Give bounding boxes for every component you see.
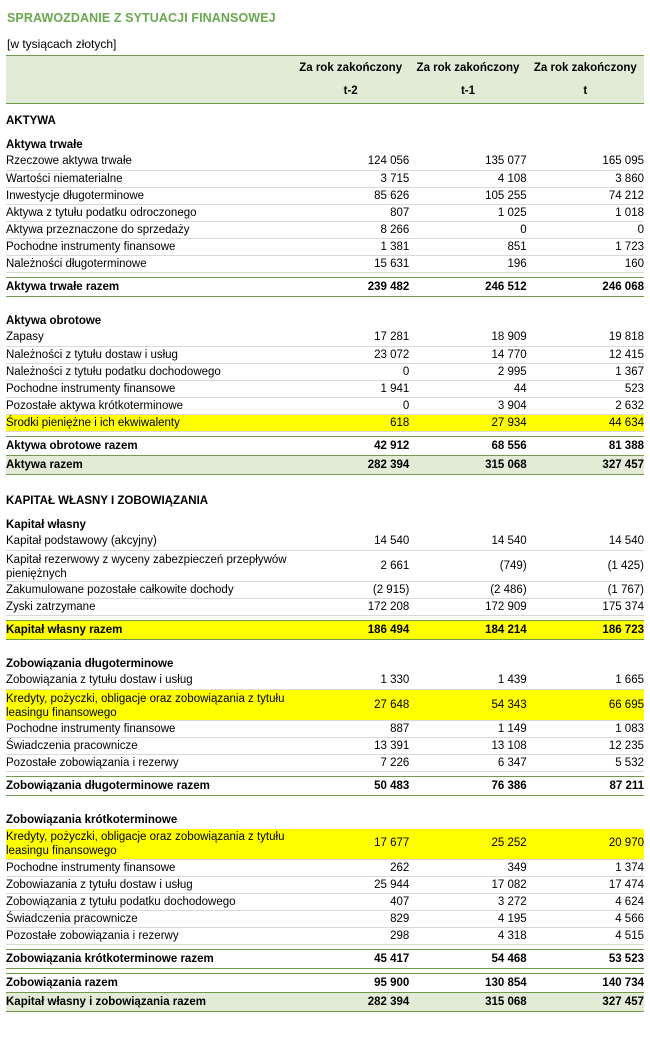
grand-total-row xyxy=(6,456,644,475)
subtotal-row xyxy=(6,437,644,456)
value-cell-period-t-2: 0 xyxy=(292,398,409,415)
group-heading-row xyxy=(6,805,644,829)
value-cell-period-t xyxy=(527,306,644,330)
value-cell-period-t-2: 829 xyxy=(292,911,409,928)
row-label-zyski-zatrzymane: Zyski zatrzymane xyxy=(6,599,292,616)
value-cell-period-t-2: 298 xyxy=(292,928,409,945)
group-heading-zobowiazania-krotkoterminowe: Zobowiązania krótkoterminowe xyxy=(6,813,178,826)
value-cell-period-t-2: (2 915) xyxy=(292,582,409,599)
row-label-pochodne-instrumenty-finansowe: Pochodne instrumenty finansowe xyxy=(6,721,292,738)
column-header-t-year: t xyxy=(527,80,644,104)
value-cell-period-t-2: 1 941 xyxy=(292,381,409,398)
subtotal-label-aktywa-obrotowe-razem: Aktywa obrotowe razem xyxy=(6,437,292,456)
subtotal-label-zobowiazania-krotkoterminowe-razem: Zobowiązania krótkoterminowe razem xyxy=(6,950,292,969)
value-cell-period-t-1: 184 214 xyxy=(409,621,526,640)
value-cell-period-t: 1 367 xyxy=(527,364,644,381)
value-cell-period-t: (1 425) xyxy=(527,551,644,582)
value-cell-period-t-2: 807 xyxy=(292,205,409,222)
spacer-cell xyxy=(6,640,644,649)
value-cell-period-t: 4 515 xyxy=(527,928,644,945)
value-cell-period-t-2: 7 226 xyxy=(292,755,409,772)
value-cell-period-t xyxy=(527,805,644,829)
row-label-kapital-podstawowy-akcyjny: Kapitał podstawowy (akcyjny) xyxy=(6,534,292,551)
value-cell-period-t: 12 235 xyxy=(527,738,644,755)
value-cell-period-t-1: 315 068 xyxy=(409,993,526,1012)
value-cell-period-t-2: 124 056 xyxy=(292,154,409,171)
table-row xyxy=(6,690,644,721)
value-cell-period-t-2: 14 540 xyxy=(292,534,409,551)
subtotal-row xyxy=(6,278,644,297)
table-row xyxy=(6,534,644,551)
value-cell-period-t-1: 1 439 xyxy=(409,673,526,690)
section-heading-row xyxy=(6,104,644,130)
table-row xyxy=(6,894,644,911)
value-cell-period-t: 160 xyxy=(527,256,644,273)
group-heading-row xyxy=(6,130,644,154)
value-cell-period-t: 1 665 xyxy=(527,673,644,690)
value-cell-period-t-1 xyxy=(409,805,526,829)
row-label-zobowiazania-z-tytulu-podatku-dochodowego: Zobowiązania z tytułu podatku dochodowego xyxy=(6,894,292,911)
table-row xyxy=(6,398,644,415)
value-cell-period-t: 74 212 xyxy=(527,188,644,205)
value-cell-period-t-1: 18 909 xyxy=(409,330,526,347)
group-heading-aktywa-trwale: Aktywa trwałe xyxy=(6,138,83,151)
value-cell-period-t-1: 196 xyxy=(409,256,526,273)
value-cell-period-t xyxy=(527,510,644,534)
value-cell-period-t: 523 xyxy=(527,381,644,398)
value-cell-period-t: 2 632 xyxy=(527,398,644,415)
subtotal-row xyxy=(6,974,644,993)
table-row xyxy=(6,171,644,188)
row-label-zapasy: Zapasy xyxy=(6,330,292,347)
value-cell-period-t: 14 540 xyxy=(527,534,644,551)
value-cell-period-t-1: 246 512 xyxy=(409,278,526,297)
value-cell-period-t: 0 xyxy=(527,222,644,239)
value-cell-period-t: 4 566 xyxy=(527,911,644,928)
value-cell-period-t: 186 723 xyxy=(527,621,644,640)
page-title: SPRAWOZDANIE Z SYTUACJI FINANSOWEJ xyxy=(7,11,276,25)
table-row xyxy=(6,673,644,690)
row-label-srodki-pieniezne-i-ich-ekwiwalenty: Środki pieniężne i ich ekwiwalenty xyxy=(6,415,292,432)
row-label-zobowiazania-z-tytulu-dostaw-i-uslug: Zobowiązania z tytułu dostaw i usług xyxy=(6,673,292,690)
row-label-naleznosci-z-tytulu-dostaw-i-uslug: Należności z tytułu dostaw i usług xyxy=(6,347,292,364)
group-heading-row xyxy=(6,649,644,673)
table-row xyxy=(6,911,644,928)
value-cell-period-t-2: 1 330 xyxy=(292,673,409,690)
grand-total-row xyxy=(6,993,644,1012)
value-cell-period-t-2 xyxy=(292,805,409,829)
group-spacer xyxy=(6,297,644,306)
subtotal-label-zobowiazania-dlugoterminowe-razem: Zobowiązania długoterminowe razem xyxy=(6,777,292,796)
value-cell-period-t-2: 25 944 xyxy=(292,877,409,894)
row-label-kapital-rezerwowy-z-wyceny-zabezpieczen-przepl: Kapitał rezerwowy z wyceny zabezpieczeń przepływów pieniężnych xyxy=(6,551,292,582)
row-label-zobowiazania-z-tytulu-dostaw-i-uslug: Zobowiazania z tytułu dostaw i usług xyxy=(6,877,292,894)
column-header-t-1-period: Za rok zakończony xyxy=(409,56,526,80)
value-cell-period-t: 19 818 xyxy=(527,330,644,347)
value-cell-period-t: 1 083 xyxy=(527,721,644,738)
row-label-pozostale-zobowiazania-i-rezerwy: Pozostałe zobowiązania i rezerwy xyxy=(6,928,292,945)
row-label-pochodne-instrumenty-finansowe: Pochodne instrumenty finansowe xyxy=(6,860,292,877)
value-cell-period-t: 1 374 xyxy=(527,860,644,877)
value-cell-period-t-2: 282 394 xyxy=(292,993,409,1012)
value-cell-period-t-2: 95 900 xyxy=(292,974,409,993)
value-cell-period-t: 327 457 xyxy=(527,993,644,1012)
value-cell-period-t-1: 17 082 xyxy=(409,877,526,894)
row-label-pochodne-instrumenty-finansowe: Pochodne instrumenty finansowe xyxy=(6,239,292,256)
value-cell-period-t-2: 17 677 xyxy=(292,829,409,860)
value-cell-period-t-1: 4 195 xyxy=(409,911,526,928)
subtotal-label-kapital-wlasny-razem: Kapitał własny razem xyxy=(6,621,292,640)
group-spacer xyxy=(6,640,644,649)
value-cell-period-t-1: 3 272 xyxy=(409,894,526,911)
column-header-t-period: Za rok zakończony xyxy=(527,56,644,80)
row-label-zakumulowane-pozostale-calkowite-dochody: Zakumulowane pozostałe całkowite dochody xyxy=(6,582,292,599)
value-cell-period-t-2: 172 208 xyxy=(292,599,409,616)
value-cell-period-t: 140 734 xyxy=(527,974,644,993)
value-cell-period-t-2: 15 631 xyxy=(292,256,409,273)
section-heading-kapital-wlasny-i-zobowiazania: KAPITAŁ WŁASNY I ZOBOWIĄZANIA xyxy=(6,494,209,507)
row-label-naleznosci-z-tytulu-podatku-dochodowego: Należności z tytułu podatku dochodowego xyxy=(6,364,292,381)
value-cell-period-t-1: 105 255 xyxy=(409,188,526,205)
value-cell-period-t: 327 457 xyxy=(527,456,644,475)
value-cell-period-t: 53 523 xyxy=(527,950,644,969)
row-label-swiadczenia-pracownicze: Świadczenia pracownicze xyxy=(6,738,292,755)
value-cell-period-t-1: 25 252 xyxy=(409,829,526,860)
table-row xyxy=(6,599,644,616)
table-row xyxy=(6,330,644,347)
value-cell-period-t-2: 0 xyxy=(292,364,409,381)
row-label-aktywa-z-tytulu-podatku-odroczonego: Aktywa z tytułu podatku odroczonego xyxy=(6,205,292,222)
table-row xyxy=(6,721,644,738)
table-row xyxy=(6,381,644,398)
value-cell-period-t-2: 2 661 xyxy=(292,551,409,582)
value-cell-period-t: 1 723 xyxy=(527,239,644,256)
value-cell-period-t-2: 85 626 xyxy=(292,188,409,205)
value-cell-period-t: 175 374 xyxy=(527,599,644,616)
value-cell-period-t: 5 532 xyxy=(527,755,644,772)
value-cell-period-t-2: 1 381 xyxy=(292,239,409,256)
value-cell-period-t: 44 634 xyxy=(527,415,644,432)
section-heading-row xyxy=(6,484,644,510)
table-header-row-period xyxy=(6,56,644,80)
value-cell-period-t-1: (749) xyxy=(409,551,526,582)
row-label-swiadczenia-pracownicze: Świadczenia pracownicze xyxy=(6,911,292,928)
value-cell-period-t-2: 239 482 xyxy=(292,278,409,297)
value-cell-period-t-1: (2 486) xyxy=(409,582,526,599)
group-heading-row xyxy=(6,306,644,330)
value-cell-period-t-1: 54 468 xyxy=(409,950,526,969)
group-spacer xyxy=(6,796,644,805)
value-cell-period-t-2: 42 912 xyxy=(292,437,409,456)
table-header xyxy=(6,56,644,104)
value-cell-period-t-2: 407 xyxy=(292,894,409,911)
value-cell-period-t-2: 262 xyxy=(292,860,409,877)
value-cell-period-t-2: 186 494 xyxy=(292,621,409,640)
section-heading-aktywa: AKTYWA xyxy=(6,114,56,127)
row-label-pozostale-zobowiazania-i-rezerwy: Pozostałe zobowiązania i rezerwy xyxy=(6,755,292,772)
spacer-cell xyxy=(6,297,644,306)
value-cell-period-t-2: 3 715 xyxy=(292,171,409,188)
value-cell-period-t: (1 767) xyxy=(527,582,644,599)
value-cell-period-t-1: 14 540 xyxy=(409,534,526,551)
value-cell-period-t-2: 27 648 xyxy=(292,690,409,721)
row-label-kredyty-pozyczki-obligacje-oraz-zobowiazania-z: Kredyty, pożyczki, obligacje oraz zobowiązania z tytułu leasingu finansowego xyxy=(6,829,292,860)
subtotal-label-zobowiazania-razem: Zobowiązania razem xyxy=(6,974,292,993)
table-row xyxy=(6,256,644,273)
table-header-row-year xyxy=(6,80,644,104)
value-cell-period-t-1 xyxy=(409,306,526,330)
value-cell-period-t-1: 13 108 xyxy=(409,738,526,755)
value-cell-period-t: 20 970 xyxy=(527,829,644,860)
value-cell-period-t-2: 282 394 xyxy=(292,456,409,475)
table-row xyxy=(6,829,644,860)
row-label-pochodne-instrumenty-finansowe: Pochodne instrumenty finansowe xyxy=(6,381,292,398)
section-spacer xyxy=(6,475,644,484)
table-row xyxy=(6,205,644,222)
value-cell-period-t-1 xyxy=(409,649,526,673)
value-cell-period-t-2: 8 266 xyxy=(292,222,409,239)
table-body xyxy=(6,104,644,1012)
table-row xyxy=(6,222,644,239)
value-cell-period-t: 17 474 xyxy=(527,877,644,894)
statement-of-financial-position-table xyxy=(6,55,644,1012)
table-row xyxy=(6,347,644,364)
column-header-t-1-year: t-1 xyxy=(409,80,526,104)
value-cell-period-t-1: 76 386 xyxy=(409,777,526,796)
subtotal-row xyxy=(6,777,644,796)
table-row xyxy=(6,860,644,877)
value-cell-period-t xyxy=(527,130,644,154)
table-row xyxy=(6,582,644,599)
value-cell-period-t-1: 1 025 xyxy=(409,205,526,222)
value-cell-period-t-1: 3 904 xyxy=(409,398,526,415)
table-row xyxy=(6,188,644,205)
header-label-cell-empty xyxy=(6,80,292,104)
value-cell-period-t-2: 50 483 xyxy=(292,777,409,796)
value-cell-period-t xyxy=(527,484,644,510)
row-label-pozostale-aktywa-krotkoterminowe: Pozostałe aktywa krótkoterminowe xyxy=(6,398,292,415)
value-cell-period-t: 4 624 xyxy=(527,894,644,911)
group-heading-row xyxy=(6,510,644,534)
table-row xyxy=(6,154,644,171)
value-cell-period-t-2: 13 391 xyxy=(292,738,409,755)
value-cell-period-t-1 xyxy=(409,130,526,154)
value-cell-period-t: 1 018 xyxy=(527,205,644,222)
value-cell-period-t-2: 45 417 xyxy=(292,950,409,969)
value-cell-period-t-2 xyxy=(292,484,409,510)
value-cell-period-t-2: 618 xyxy=(292,415,409,432)
subtotal-label-aktywa-trwale-razem: Aktywa trwałe razem xyxy=(6,278,292,297)
value-cell-period-t-1: 27 934 xyxy=(409,415,526,432)
value-cell-period-t-1: 6 347 xyxy=(409,755,526,772)
header-label-cell xyxy=(6,56,292,80)
value-cell-period-t-1: 4 108 xyxy=(409,171,526,188)
row-label-rzeczowe-aktywa-trwale: Rzeczowe aktywa trwałe xyxy=(6,154,292,171)
value-cell-period-t-1: 4 318 xyxy=(409,928,526,945)
value-cell-period-t: 87 211 xyxy=(527,777,644,796)
subtotal-row xyxy=(6,621,644,640)
value-cell-period-t-1: 14 770 xyxy=(409,347,526,364)
value-cell-period-t: 81 388 xyxy=(527,437,644,456)
value-cell-period-t-1: 0 xyxy=(409,222,526,239)
value-cell-period-t-1 xyxy=(409,510,526,534)
value-cell-period-t-1 xyxy=(409,104,526,130)
value-cell-period-t: 66 695 xyxy=(527,690,644,721)
table-row xyxy=(6,877,644,894)
value-cell-period-t-1 xyxy=(409,484,526,510)
value-cell-period-t-2 xyxy=(292,510,409,534)
row-label-inwestycje-dlugoterminowe: Inwestycje długoterminowe xyxy=(6,188,292,205)
grand-total-label-kapital-wlasny-i-zobowiazania-razem: Kapitał własny i zobowiązania razem xyxy=(6,993,292,1012)
table-row xyxy=(6,755,644,772)
table-row xyxy=(6,364,644,381)
value-cell-period-t-2 xyxy=(292,104,409,130)
table-row xyxy=(6,239,644,256)
table-row xyxy=(6,738,644,755)
table-row xyxy=(6,551,644,582)
value-cell-period-t-1: 349 xyxy=(409,860,526,877)
value-cell-period-t: 3 860 xyxy=(527,171,644,188)
value-cell-period-t-1: 44 xyxy=(409,381,526,398)
group-heading-aktywa-obrotowe: Aktywa obrotowe xyxy=(6,314,102,327)
value-cell-period-t-1: 130 854 xyxy=(409,974,526,993)
spacer-cell xyxy=(6,475,644,484)
row-label-kredyty-pozyczki-obligacje-oraz-zobowiazania-z: Kredyty, pożyczki, obligacje oraz zobowiązania z tytułu leasingu finansowego xyxy=(6,690,292,721)
grand-total-label-aktywa-razem: Aktywa razem xyxy=(6,456,292,475)
value-cell-period-t-2: 23 072 xyxy=(292,347,409,364)
value-cell-period-t: 165 095 xyxy=(527,154,644,171)
value-cell-period-t: 246 068 xyxy=(527,278,644,297)
row-label-wartosci-niematerialne: Wartości niematerialne xyxy=(6,171,292,188)
value-cell-period-t-1: 2 995 xyxy=(409,364,526,381)
value-cell-period-t-1: 1 149 xyxy=(409,721,526,738)
units-note: [w tysiącach złotych] xyxy=(7,37,117,51)
spacer-cell xyxy=(6,796,644,805)
value-cell-period-t-1: 68 556 xyxy=(409,437,526,456)
group-heading-kapital-wlasny: Kapitał własny xyxy=(6,518,86,531)
value-cell-period-t-1: 851 xyxy=(409,239,526,256)
value-cell-period-t: 12 415 xyxy=(527,347,644,364)
value-cell-period-t-2 xyxy=(292,649,409,673)
value-cell-period-t-2: 17 281 xyxy=(292,330,409,347)
value-cell-period-t xyxy=(527,649,644,673)
table-row xyxy=(6,415,644,432)
value-cell-period-t-1: 135 077 xyxy=(409,154,526,171)
value-cell-period-t-1: 172 909 xyxy=(409,599,526,616)
group-heading-zobowiazania-dlugoterminowe: Zobowiązania długoterminowe xyxy=(6,657,174,670)
table-row xyxy=(6,928,644,945)
subtotal-row xyxy=(6,950,644,969)
column-header-t-2-period: Za rok zakończony xyxy=(292,56,409,80)
value-cell-period-t xyxy=(527,104,644,130)
value-cell-period-t-2 xyxy=(292,130,409,154)
column-header-t-2-year: t-2 xyxy=(292,80,409,104)
value-cell-period-t-2 xyxy=(292,306,409,330)
row-label-aktywa-przeznaczone-do-sprzedazy: Aktywa przeznaczone do sprzedaży xyxy=(6,222,292,239)
value-cell-period-t-1: 315 068 xyxy=(409,456,526,475)
value-cell-period-t-2: 887 xyxy=(292,721,409,738)
value-cell-period-t-1: 54 343 xyxy=(409,690,526,721)
row-label-naleznosci-dlugoterminowe: Należności długoterminowe xyxy=(6,256,292,273)
